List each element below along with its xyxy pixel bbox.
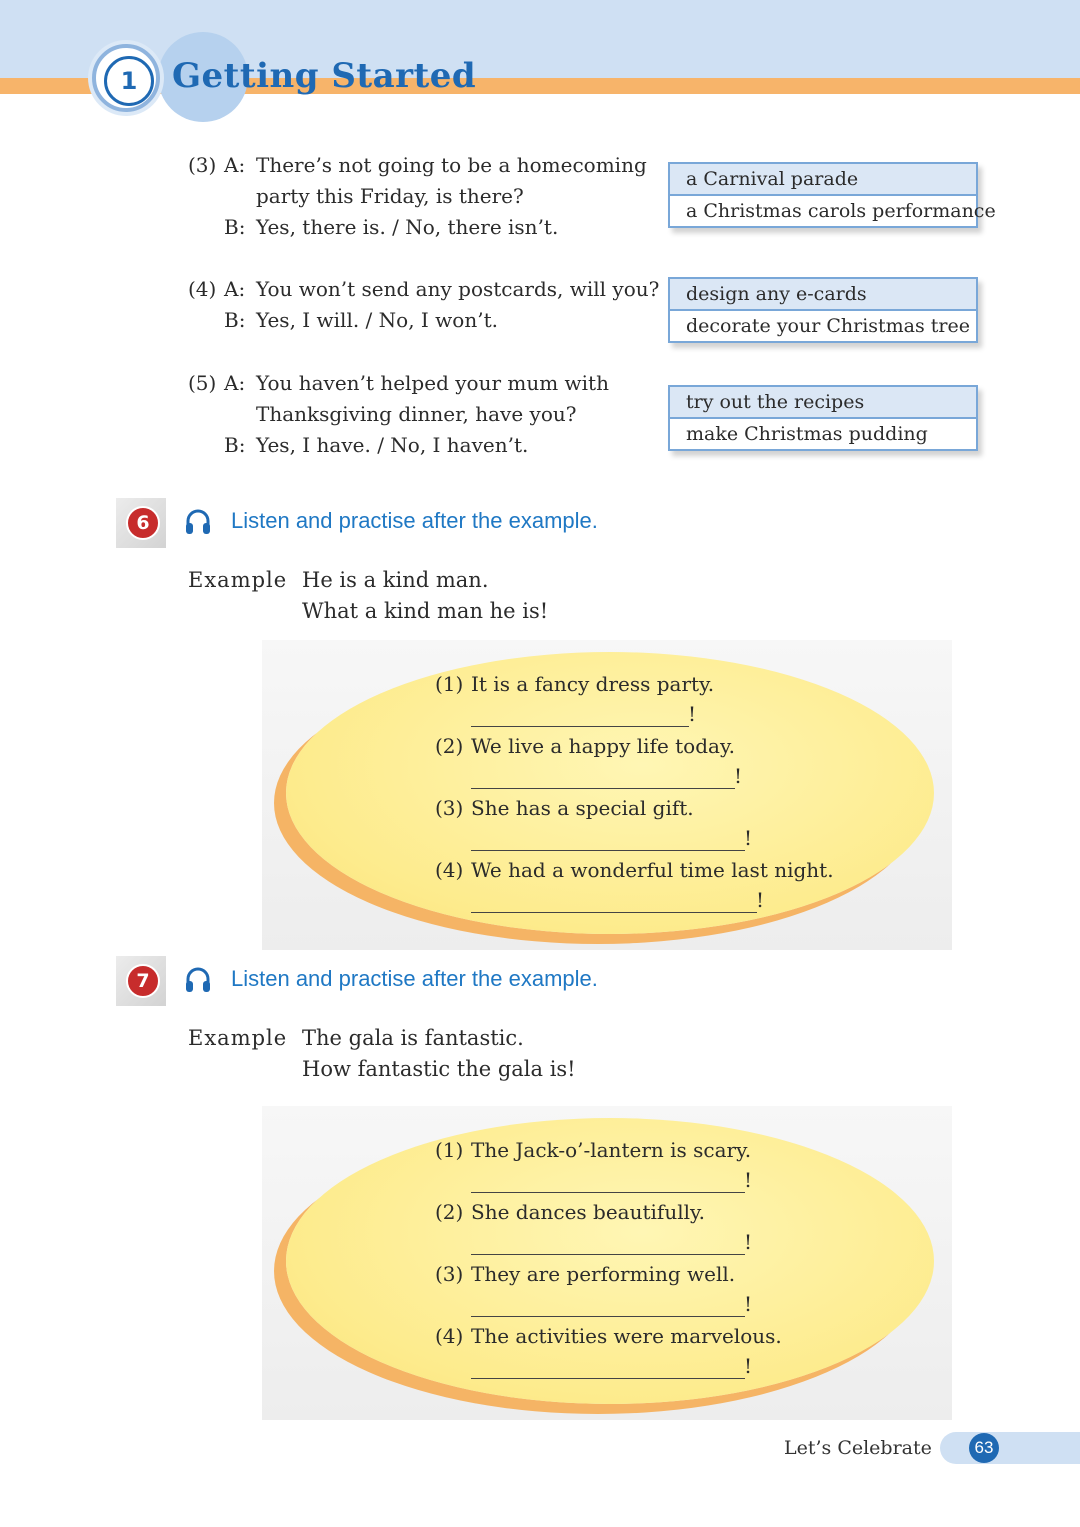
example-label: Example (188, 1026, 288, 1050)
section-7-title: Listen and practise after the example. (231, 966, 598, 991)
example-line: How fantastic the gala is! (302, 1057, 576, 1081)
exercise-prompt: They are performing well. (471, 1262, 736, 1286)
exercise-prompt: The Jack-o’-lantern is scary. (471, 1138, 752, 1162)
answer-blank[interactable] (471, 1316, 745, 1317)
dialogue-line: You won’t send any postcards, will you? (256, 277, 660, 301)
section-6-title: Listen and practise after the example. (231, 508, 598, 533)
exercise-prompt: It is a fancy dress party. (471, 672, 715, 696)
dialogue-number: (5) (188, 371, 217, 395)
exercise-number: (4) (435, 1324, 464, 1348)
exclamation-mark: ! (744, 1354, 753, 1378)
exclamation-mark: ! (756, 888, 765, 912)
option-item: a Carnival parade (670, 164, 976, 196)
exercise-prompt: The activities were marvelous. (471, 1324, 782, 1348)
option-item: design any e-cards (670, 279, 976, 311)
option-box-5 (668, 385, 978, 451)
example-line: The gala is fantastic. (302, 1026, 524, 1050)
page-number: 63 (969, 1433, 999, 1463)
answer-blank[interactable] (471, 788, 735, 789)
footer-band (940, 1432, 1080, 1464)
example-line: He is a kind man. (302, 568, 489, 592)
dialogue-line: party this Friday, is there? (256, 184, 524, 208)
dialogue-line: Thanksgiving dinner, have you? (256, 402, 577, 426)
exclamation-mark: ! (744, 1168, 753, 1192)
headphones-icon (184, 965, 212, 995)
option-item: a Christmas carols performance (686, 200, 996, 222)
exercise-number: (3) (435, 1262, 464, 1286)
exercise-number: (2) (435, 1200, 464, 1224)
section-7-number: 7 (126, 964, 160, 998)
exclamation-mark: ! (688, 702, 697, 726)
answer-blank[interactable] (471, 1378, 745, 1379)
exercise-number: (1) (435, 672, 464, 696)
footer-unit-title: Let’s Celebrate (784, 1437, 932, 1459)
exercise-number: (1) (435, 1138, 464, 1162)
unit-number: 1 (104, 56, 154, 106)
speaker-b: B: (224, 433, 246, 457)
option-item: try out the recipes (670, 387, 976, 419)
exclamation-mark: ! (744, 826, 753, 850)
speaker-b: B: (224, 215, 246, 239)
exercise-prompt: She has a special gift. (471, 796, 694, 820)
example-line: What a kind man he is! (302, 599, 549, 623)
page-title: Getting Started (172, 56, 477, 96)
dialogue-number: (3) (188, 153, 217, 177)
speaker-a: A: (224, 277, 246, 301)
dialogue-number: (4) (188, 277, 217, 301)
answer-blank[interactable] (471, 726, 689, 727)
speaker-a: A: (224, 371, 246, 395)
exercise-number: (4) (435, 858, 464, 882)
dialogue-answer: Yes, there is. / No, there isn’t. (256, 215, 559, 239)
option-box-4 (668, 277, 978, 343)
exclamation-mark: ! (744, 1230, 753, 1254)
dialogue-line: You haven’t helped your mum with (256, 371, 609, 395)
example-label: Example (188, 568, 288, 592)
option-item: make Christmas pudding (686, 423, 928, 445)
headphones-icon (184, 507, 212, 537)
answer-blank[interactable] (471, 912, 757, 913)
exercise-prompt: We live a happy life today. (471, 734, 735, 758)
exclamation-mark: ! (744, 1292, 753, 1316)
answer-blank[interactable] (471, 1254, 745, 1255)
speaker-a: A: (224, 153, 246, 177)
exercise-number: (2) (435, 734, 464, 758)
answer-blank[interactable] (471, 1192, 745, 1193)
option-item: decorate your Christmas tree (686, 315, 971, 337)
dialogue-answer: Yes, I have. / No, I haven’t. (256, 433, 529, 457)
answer-blank[interactable] (471, 850, 745, 851)
section-6-number: 6 (126, 506, 160, 540)
exclamation-mark: ! (734, 764, 743, 788)
speaker-b: B: (224, 308, 246, 332)
exercise-number: (3) (435, 796, 464, 820)
dialogue-line: There’s not going to be a homecoming (256, 153, 647, 177)
option-box-3 (668, 162, 996, 228)
exercise-prompt: We had a wonderful time last night. (471, 858, 834, 882)
dialogue-answer: Yes, I will. / No, I won’t. (256, 308, 498, 332)
exercise-prompt: She dances beautifully. (471, 1200, 705, 1224)
